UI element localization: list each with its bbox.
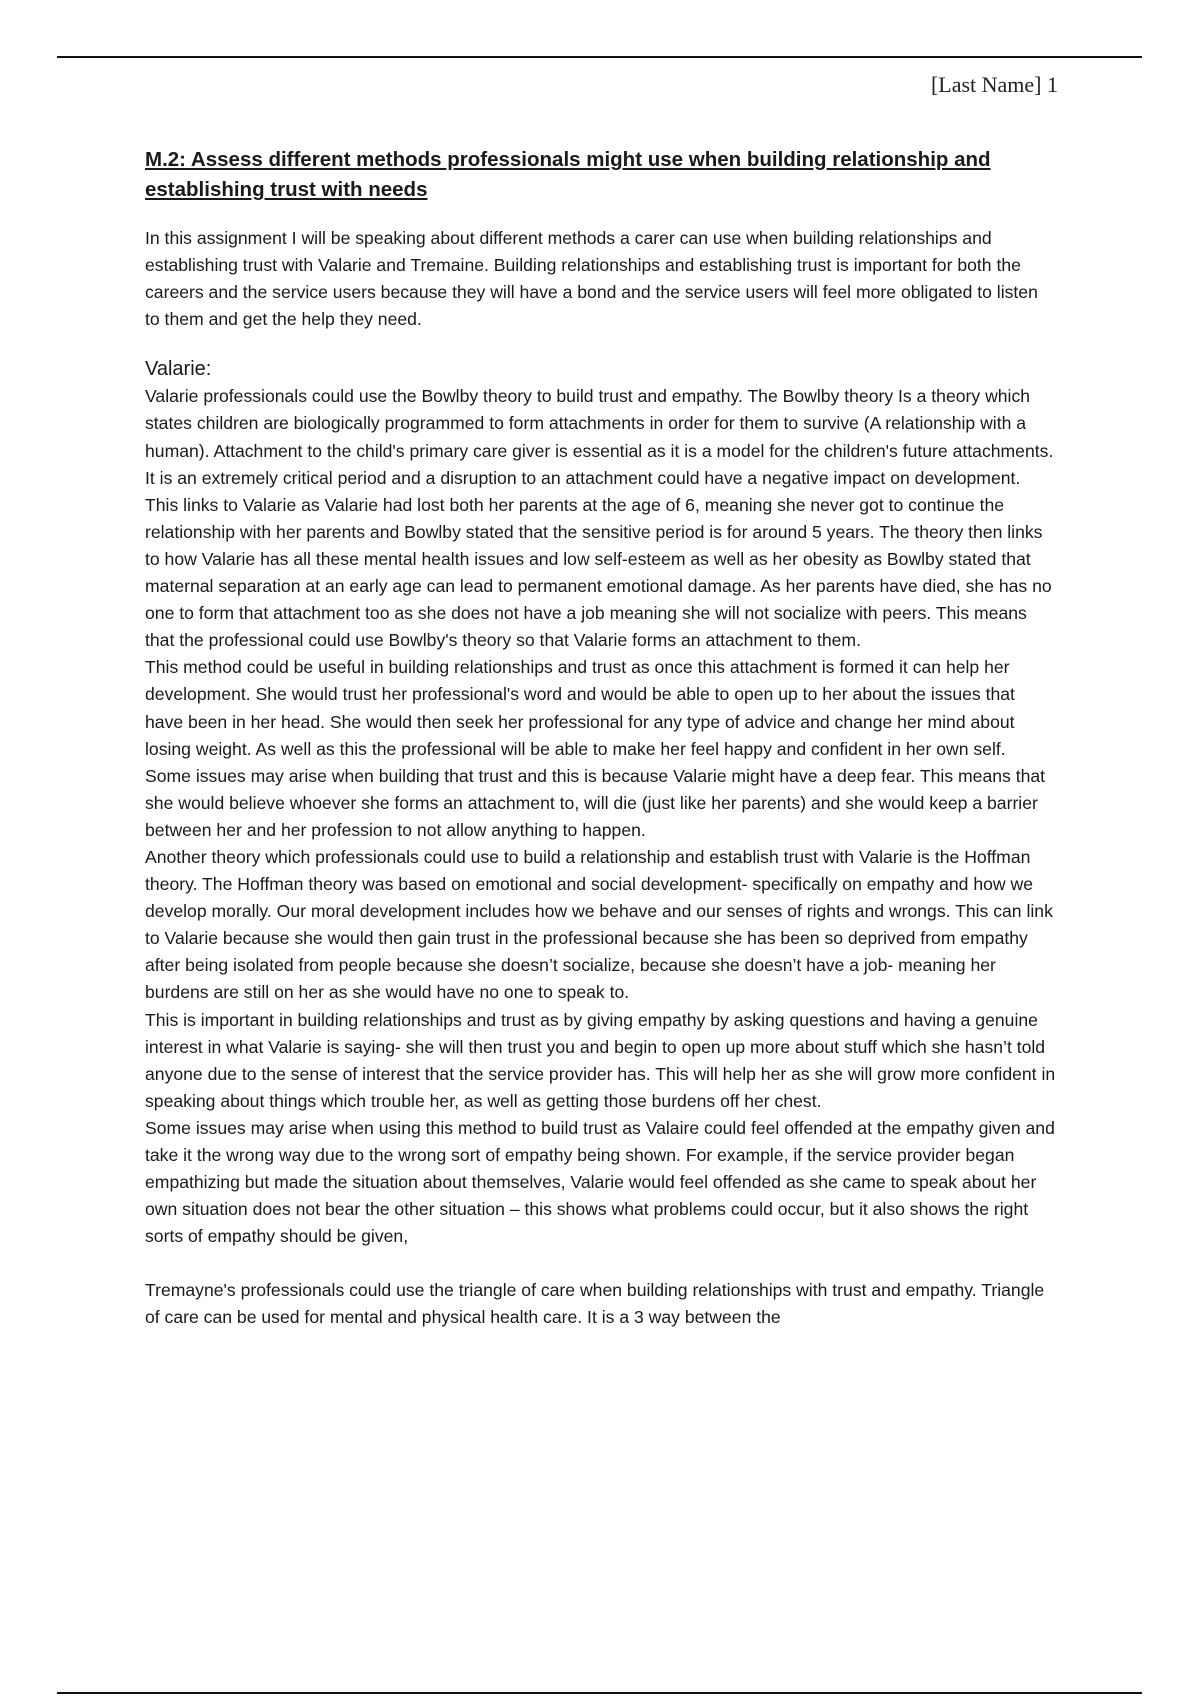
top-rule	[57, 56, 1142, 58]
intro-paragraph: In this assignment I will be speaking about different methods a carer can use when building relationships and establishing trust with Valarie and Tremaine. Building relationships and establishing trust is important for both the careers and the service users because they will have a bond and the service users will feel more obligated to listen to them and get the help they need.	[145, 228, 1038, 330]
body-paragraph: Some issues may arise when using this method to build trust as Valaire could feel offended at the empathy given and take it the wrong way due to the wrong sort of empathy being shown. For example, if the service provider began empathizing but made the situation about themselves, Valarie would feel offended as she came to speak about her own situation does not bear the other situation – this shows what problems could occur, but it also shows the right sorts of empathy should be given,	[145, 1117, 1055, 1247]
document-title: M.2: Assess different methods professionals might use when building relationship and establishing trust with needs	[145, 148, 991, 201]
bottom-rule	[57, 1692, 1142, 1694]
body-paragraph: Valarie professionals could use the Bowlby theory to build trust and empathy. The Bowlby theory Is a theory which states children are biologically programmed to form attachments in order for them to survive (A relationship with a human). Attachment to the child's primary care giver is essential as it is a model for the children's future attachments. It is an extremely critical period and a disruption to an attachment could have a negative impact on development. This links to Valarie as Valarie had lost both her parents at the age of 6, meaning she never got to continue the relationship with her parents and Bowlby stated that the sensitive period is for around 5 years. The theory then links to how Valarie has all these mental health issues and low self-esteem as well as her obesity as Bowlby stated that maternal separation at an early age can lead to permanent emotional damage. As her parents have died, she has no one to form that attachment too as she does not have a job meaning she will not socialize with peers. This means that the professional could use Bowlby's theory so that Valarie forms an attachment to them.	[145, 386, 1054, 651]
section-heading-valarie: Valarie:	[145, 358, 212, 381]
document-body	[145, 145, 1057, 1332]
running-head: [Last Name] 1	[930, 72, 1058, 97]
body-paragraph: Another theory which professionals could use to build a relationship and establish trust with Valarie is the Hoffman theory. The Hoffman theory was based on emotional and social development- specifically on empathy and how we develop morally. Our moral development includes how we behave and our senses of rights and wrongs. This can link to Valarie because she would then gain trust in the professional because she has been so deprived from empathy after being isolated from people because she doesn’t socialize, because she doesn’t have a job- meaning her burdens are still on her as she would have no one to speak to.	[145, 846, 1053, 1003]
tremayne-paragraph: Tremayne's professionals could use the triangle of care when building relationships with trust and empathy. Triangle of care can be used for mental and physical health care. It is a 3 way between the	[145, 1280, 1045, 1328]
body-paragraph: This is important in building relationships and trust as by giving empathy by asking questions and having a genuine interest in what Valarie is saying- she will then trust you and begin to open up more about stuff which she hasn’t told anyone due to the sense of interest that the service provider has. This will help her as she will grow more confident in speaking about things which trouble her, as well as getting those burdens off her chest.	[145, 1009, 1056, 1111]
body-paragraph: This method could be useful in building relationships and trust as once this attachment is formed it can help her development. She would trust her professional's word and would be able to open up to her about the issues that have been in her head. She would then seek her professional for any type of advice and change her mind about losing weight. As well as this the professional will be able to make her feel happy and confident in her own self.	[145, 657, 1015, 759]
body-paragraph: Some issues may arise when building that trust and this is because Valarie might have a deep fear. This means that she would believe whoever she forms an attachment to, will die (just like her parents) and she would keep a barrier between her and her profession to not allow anything to happen.	[145, 765, 1046, 840]
